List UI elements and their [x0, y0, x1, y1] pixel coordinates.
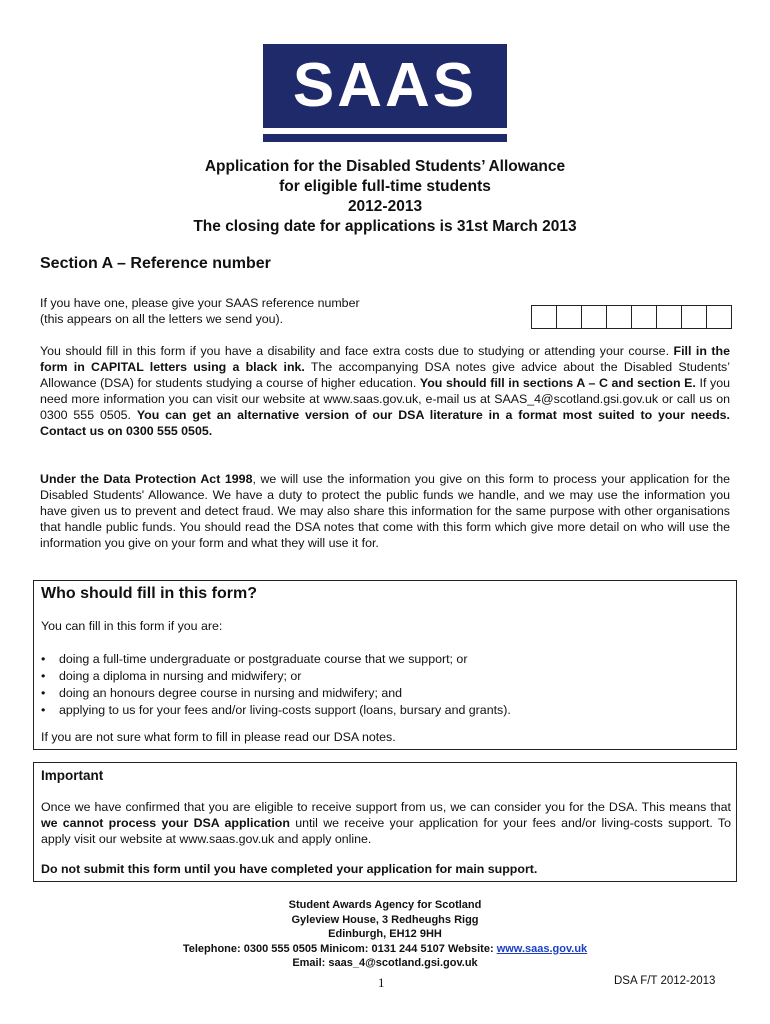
- title-line-1: Application for the Disabled Students’ Allowance: [204, 158, 566, 175]
- reference-digit-box[interactable]: [632, 306, 657, 328]
- important-text-a: Once we have confirmed that you are eligible to receive support from us, we can consider you for the DSA. This means that: [41, 800, 731, 814]
- footer-address-2: Edinburgh, EH12 9HH: [328, 928, 442, 940]
- logo-underline: [263, 134, 507, 142]
- reference-digit-box[interactable]: [582, 306, 607, 328]
- who-intro: You can fill in this form if you are:: [41, 619, 223, 633]
- title-line-2: for eligible full-time students: [279, 178, 491, 195]
- section-a-heading: Section A – Reference number: [40, 255, 271, 272]
- important-text: [41, 799, 731, 847]
- document-code: DSA F/T 2012-2013: [614, 975, 716, 987]
- reference-digit-box[interactable]: [657, 306, 682, 328]
- important-warning: Do not submit this form until you have completed your application for main support.: [41, 862, 538, 876]
- data-protection-text: , we will use the information you give on this form to process your application for the Disabled Students' Allowance. We have a duty to protect the public funds we handle, and we may use the information you have given us to prevent and detect fraud. We may also share this information for the same purpose with other organisations that handle public funds. You should read the DSA notes that come with this form which give more detail on who will use the information you give on your form and what they will use it for.: [40, 472, 730, 550]
- saas-logo: [263, 44, 507, 142]
- intro-text-f: You can get an alternative version of our DSA literature in a format most suited to your needs. Contact us on 0300 555 0505.: [40, 408, 730, 438]
- footer-phone-line: [40, 942, 730, 957]
- reference-digit-box[interactable]: [557, 306, 582, 328]
- eligibility-item: • doing a full-time undergraduate or postgraduate course that we support; or: [41, 651, 511, 668]
- important-text-b: we cannot process your DSA application: [41, 816, 290, 830]
- footer-phone-text: Telephone: 0300 555 0505 Minicom: 0131 244 5107 Website:: [182, 942, 494, 955]
- intro-text-b: Fill in the form in CAPITAL letters using a black ink.: [40, 344, 730, 374]
- important-text-c: until we receive your application for your fees and/or living-costs support. To apply visit our website at www.saas.gov.uk and apply online.: [41, 816, 731, 846]
- reference-prompt-line-1: If you have one, please give your SAAS reference number: [40, 296, 360, 310]
- footer-address-1: Gyleview House, 3 Redheughs Rigg: [291, 913, 479, 926]
- page-number: 1: [378, 975, 385, 990]
- intro-text-a: You should fill in this form if you have a disability and face extra costs due to studying or attending your course.: [40, 344, 670, 358]
- important-heading: Important: [41, 768, 104, 783]
- intro-text-d: You should fill in sections A – C and section E.: [419, 376, 696, 390]
- reference-digit-box[interactable]: [607, 306, 632, 328]
- title-line-4: The closing date for applications is 31st March 2013: [193, 218, 577, 235]
- website-link[interactable]: www.saas.gov.uk: [496, 942, 588, 955]
- eligibility-item: • doing a diploma in nursing and midwifery; or: [41, 668, 511, 685]
- who-heading: Who should fill in this form?: [41, 585, 257, 602]
- footer-org: Student Awards Agency for Scotland: [288, 899, 482, 911]
- who-note: If you are not sure what form to fill in please read our DSA notes.: [41, 730, 396, 744]
- important-box: [33, 762, 737, 882]
- contact-footer: [40, 898, 730, 971]
- data-protection-paragraph: [40, 471, 730, 551]
- eligibility-item: • applying to us for your fees and/or living-costs support (loans, bursary and grants).: [41, 702, 511, 719]
- reference-digit-box[interactable]: [682, 306, 707, 328]
- logo-text: SAAS: [292, 51, 478, 120]
- form-title: [40, 157, 730, 237]
- reference-prompt: [40, 295, 360, 327]
- footer-email: Email: saas_4@scotland.gsi.gov.uk: [292, 957, 478, 969]
- eligibility-list: [41, 651, 511, 719]
- intro-text-c: The accompanying DSA notes give advice about the Disabled Students’ Allowance (DSA) for students studying a course of higher education.: [40, 360, 730, 390]
- reference-prompt-line-2: (this appears on all the letters we send you).: [40, 312, 284, 326]
- intro-paragraph: [40, 343, 730, 439]
- who-should-fill-box: [33, 580, 737, 750]
- reference-number-boxes[interactable]: [531, 305, 732, 329]
- logo-banner: [263, 44, 507, 128]
- eligibility-item: • doing an honours degree course in nursing and midwifery; and: [41, 685, 511, 702]
- reference-digit-box[interactable]: [707, 306, 731, 328]
- intro-text-e: If you need more information you can visit our website at www.saas.gov.uk, e-mail us at SAAS_4@scotland.gsi.gov.uk or call us on 0300 555 0505.: [40, 376, 730, 422]
- reference-digit-box[interactable]: [532, 306, 557, 328]
- title-line-3: 2012-2013: [347, 198, 423, 215]
- data-protection-act: Under the Data Protection Act 1998: [40, 472, 253, 486]
